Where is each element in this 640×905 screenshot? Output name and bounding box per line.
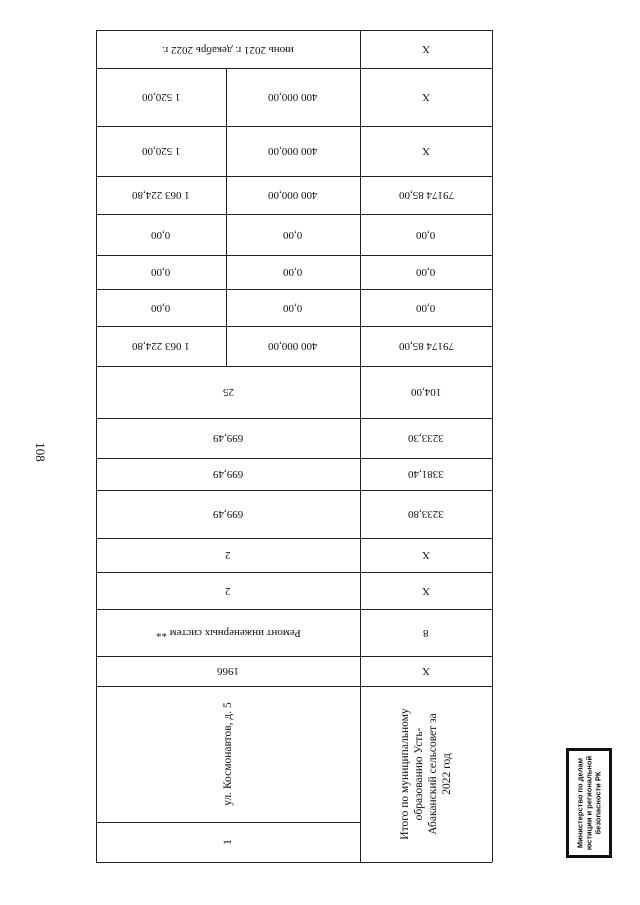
- table-cell: Х: [422, 43, 430, 55]
- table-cell: 0,00: [151, 266, 171, 278]
- table-cell: 699,49: [212, 508, 244, 520]
- table-cell: 1: [222, 839, 234, 845]
- table-cell: 1 520,00: [141, 91, 181, 103]
- table-cell: Х: [422, 91, 430, 103]
- stamp-line: Министерство по делам: [575, 757, 585, 849]
- table-cell: 0,00: [151, 228, 171, 241]
- table-cell: 400 000,00: [268, 189, 318, 201]
- page-number: 108: [33, 442, 48, 462]
- table-cell: 3233,30: [408, 432, 444, 444]
- stamp-text: [576, 751, 603, 855]
- table-cell: 79174 85,00: [398, 189, 454, 201]
- table-cell: 0,00: [416, 301, 436, 314]
- table-cell: 104,00: [410, 386, 442, 398]
- table-cell: Х: [422, 549, 430, 561]
- table-cell: 0,00: [151, 301, 171, 314]
- table-cell: 0,00: [416, 228, 436, 241]
- table-cell: 3233,80: [408, 508, 444, 520]
- table-cell: 400 000,00: [268, 340, 318, 352]
- table-cell: 1 063 224,80: [132, 189, 190, 201]
- table-cell: 699,49: [212, 468, 244, 480]
- address-cell: ул. Космонавтов, д. 5: [222, 702, 234, 806]
- table-cell: 1 520,00: [141, 145, 181, 157]
- table-cell: 699,49: [212, 432, 244, 444]
- table-cell: 3381,40: [408, 468, 444, 480]
- table-cell: 400 000,00: [268, 145, 318, 157]
- table-cell: 0,00: [283, 301, 303, 314]
- table-cell: 0,00: [283, 266, 303, 278]
- table-cell: 1 063 224,80: [132, 340, 190, 352]
- table-cell: Х: [422, 665, 430, 677]
- total-label-cell: Итого по муниципальному образованию Усть-Абаканский сельсовет за 2022 год: [399, 708, 453, 840]
- table-cell: 8: [423, 626, 429, 639]
- table-cell: Х: [422, 145, 430, 157]
- rotated-table: [96, 30, 492, 862]
- table-cell: 2: [225, 584, 231, 597]
- table-cell: 0,00: [283, 228, 303, 241]
- table-cell: 79174 85,00: [398, 340, 454, 352]
- table-cell: 400 000,00: [268, 91, 318, 103]
- stamp-line: безопасности РК: [593, 771, 603, 835]
- table-cell: 0,00: [416, 266, 436, 278]
- table-cell: Ремонт инженерных систем **: [155, 626, 301, 639]
- ministry-stamp: [566, 748, 612, 858]
- stamp-line: юстиции и региональной: [584, 755, 594, 851]
- table-cell: 2: [225, 549, 231, 561]
- table-cell: Х: [422, 584, 430, 597]
- table-cell: 25: [222, 386, 234, 398]
- table-cell: июнь 2021 г. декабрь 2022 г.: [162, 43, 294, 56]
- table-cell: 1966: [217, 665, 239, 677]
